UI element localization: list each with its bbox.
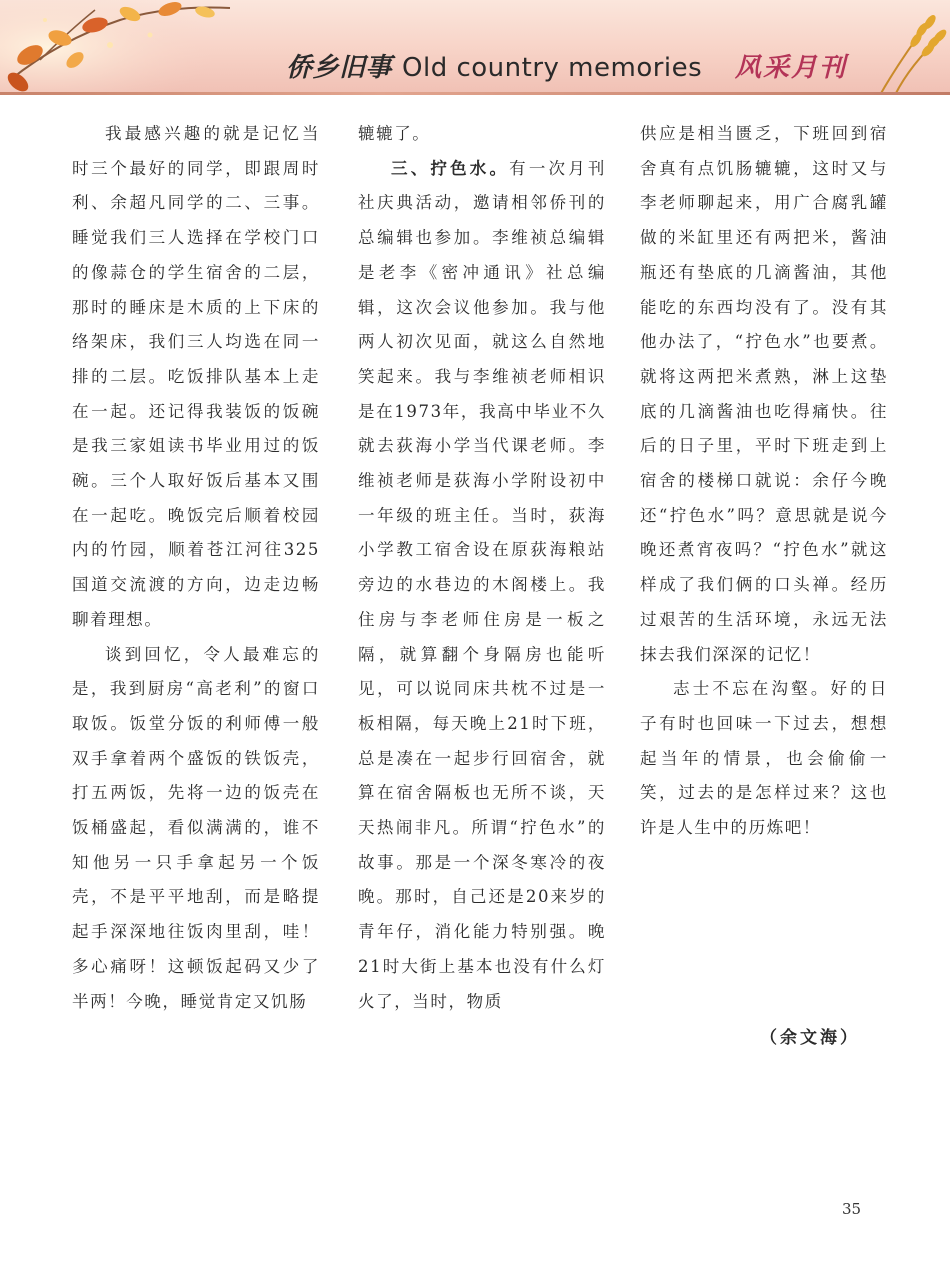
paragraph: 谈到回忆，令人最难忘的是，我到厨房“高老利”的窗口取饭。饭堂分饭的利师傅一般双手拿着两个盛饭的铁饭壳，打五两饭，先将一边的饭壳在饭桶盛起，看似满满的，谁不知他另一只手拿起另一个饭壳，不是平平地刮，而是略提起手深深地往饭肉里刮，哇！多心痛呀！这顿饭起码又少了半两！今晚，睡觉肯定又饥肠 <box>72 644 320 1011</box>
text-column-2 <box>358 117 606 1019</box>
text-column-1 <box>72 117 320 1019</box>
page-number: 35 <box>842 1200 862 1218</box>
section-title-en: Old country memories <box>402 53 703 83</box>
magazine-name: 风采月刊 <box>735 53 848 83</box>
autumn-leaves-illustration <box>0 0 240 95</box>
page-header <box>0 0 950 95</box>
paragraph <box>358 152 606 1020</box>
paragraph: 志士不忘在沟壑。好的日子有时也回味一下过去，想想起当年的情景，也会偷偷一笑，过去的是怎样过来？这也许是人生中的历炼吧！ <box>640 679 888 838</box>
wheat-illustration <box>860 0 950 95</box>
subsection-heading: 三、拧色水。 <box>391 158 510 178</box>
section-title-cn: 侨乡旧事 <box>286 53 393 83</box>
paragraph: 供应是相当匮乏，下班回到宿舍真有点饥肠辘辘，这时又与李老师聊起来，用广合腐乳罐做的米缸里还有两把米，酱油瓶还有垫底的几滴酱油，其他能吃的东西均没有了。没有其他办法了，“拧色水”也要煮。就将这两把米煮熟，淋上这垫底的几滴酱油也吃得痛快。往后的日子里，平时下班走到上宿舍的楼梯口就说：余仔今晚还“拧色水”吗？意思就是说今晚还煮宵夜吗？“拧色水”就这样成了我们俩的口头禅。经历过艰苦的生活环境，永远无法抹去我们深深的记忆！ <box>640 124 888 664</box>
header-divider <box>0 92 950 95</box>
author-signature: （余文海） <box>760 1028 860 1048</box>
paragraph-text: 有一次月刊社庆典活动，邀请相邻侨刊的总编辑也参加。李维祯总编辑是老李《密冲通讯》社总编辑，这次会议他参加。我与他两人初次见面，就这么自然地笑起来。我与李维祯老师相识是在1973年，我高中毕业不久就去荻海小学当代课老师。李维祯老师是荻海小学附设初中一年级的班主任。当时，荻海小学教工宿舍设在原荻海粮站旁边的水巷边的木阁楼上。我住房与李老师住房是一板之隔，就算翻个身隔房也能听见，可以说同床共枕不过是一板相隔，每天晚上21时下班，总是凑在一起步行回宿舍，就算在宿舍隔板也无所不谈，天天热闹非凡。所谓“拧色水”的故事。那是一个深冬寒冷的夜晚。那时，自己还是20来岁的青年仔，消化能力特别强。晚21时大街上基本也没有什么灯火了，当时，物质 <box>358 158 606 1011</box>
text-column-3 <box>640 117 888 846</box>
paragraph: 我最感兴趣的就是记忆当时三个最好的同学，即跟周时利、余超凡同学的二、三事。睡觉我们三人选择在学校门口的像蒜仓的学生宿舍的二层，那时的睡床是木质的上下床的络架床，我们三人均选在同一排的二层。吃饭排队基本上走在一起。还记得我装饭的饭碗是我三家姐读书毕业用过的饭碗。三个人取好饭后基本又围在一起吃。晚饭完后顺着校园内的竹园，顺着苍江河往325国道交流渡的方向，边走边畅聊着理想。 <box>72 124 320 629</box>
paragraph: 辘辘了。 <box>358 124 431 143</box>
section-title <box>286 48 702 88</box>
